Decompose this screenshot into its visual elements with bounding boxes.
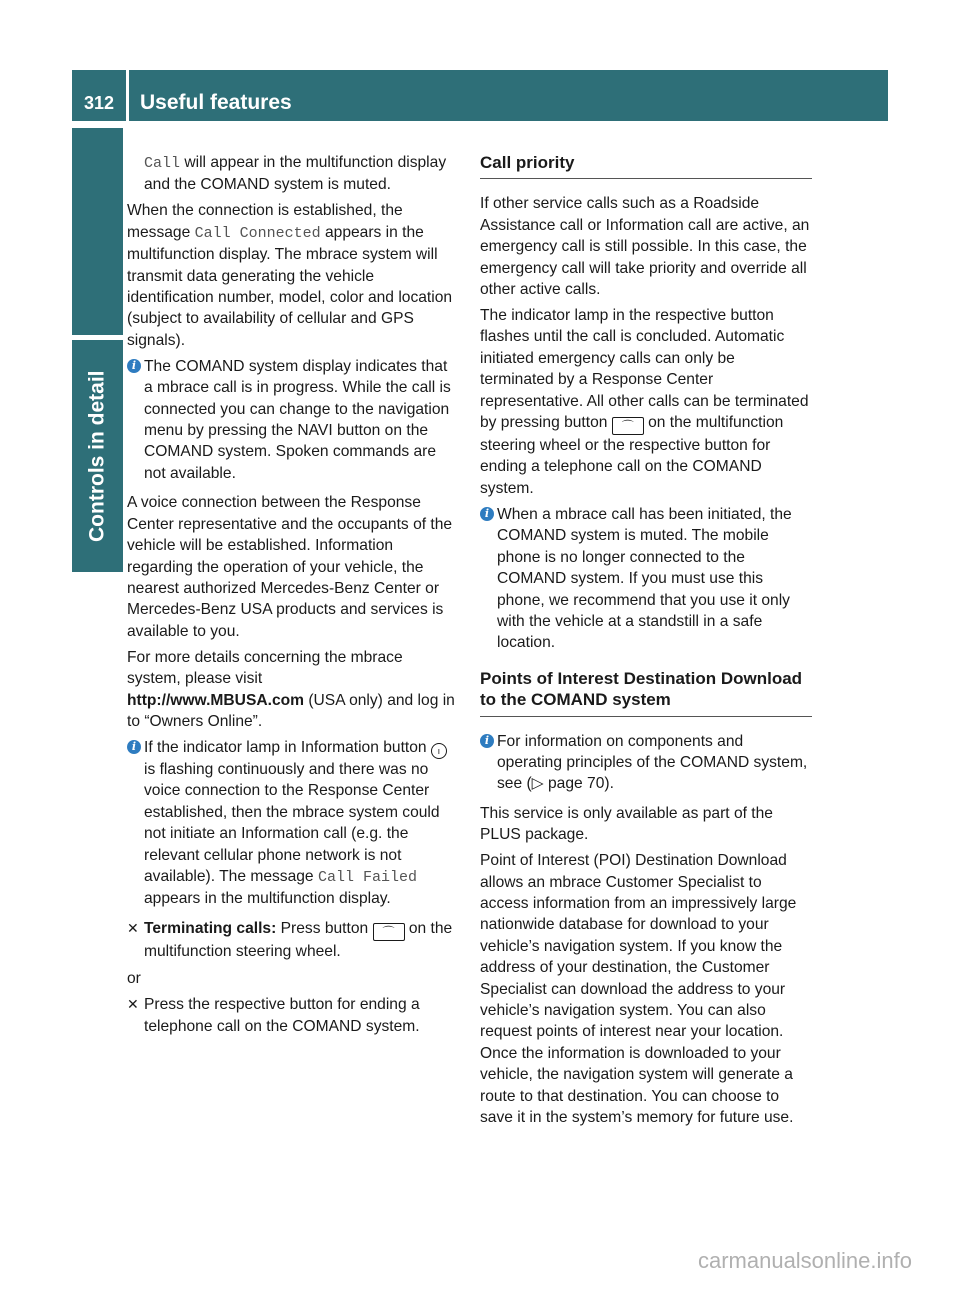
- text: When a mbrace call has been initiated, the COMAND system is muted. The mobile phone is no longer connected to the COMAND system. If you must use this phone, we recommend that you use it only with the vehicle at a standstill in a safe location.: [497, 505, 792, 652]
- step-x-icon: ✕: [127, 919, 139, 936]
- side-tab-block: [72, 128, 123, 335]
- text: Press the respective button for ending a telephone call on the COMAND system.: [144, 996, 420, 1035]
- paragraph: A voice connection between the Response Center representative and the occupants of the vehicle will be established. Information regarding the operation of your vehicle, the nearest authorized Mercedes-Benz Center or Mercedes-Benz USA products and services is available to you.: [127, 494, 453, 640]
- paragraph: If other service calls such as a Roadside Assistance call or Information call are active, an emergency call is still possible. In this case, the emergency call will take priority and override all other active calls.: [480, 195, 810, 299]
- step-x-icon: ✕: [127, 996, 139, 1013]
- step-label: Terminating calls:: [144, 919, 277, 937]
- text: appears in the multifunction display. The mbrace system will transmit data generating the vehicle identification number, model, color and location (subject to availability of cellular and GPS signals).: [127, 223, 453, 349]
- info-note: [127, 737, 460, 910]
- watermark: carmanualsonline.info: [697, 1248, 912, 1273]
- info-icon: i: [480, 507, 494, 521]
- text: appears in the multifunction display.: [144, 890, 391, 908]
- page-number: 312: [83, 93, 115, 113]
- hang-up-button-icon: ⌒: [373, 923, 405, 941]
- information-button-icon: ı: [431, 743, 447, 759]
- step-item: [127, 918, 460, 962]
- left-column: [127, 152, 460, 1043]
- paragraph: [480, 305, 812, 499]
- info-icon: i: [127, 740, 141, 754]
- text: on the multifunction steering wheel.: [144, 919, 453, 960]
- text: Press button: [276, 919, 373, 937]
- right-column: [480, 152, 812, 1133]
- text: When the connection is established, the message: [127, 202, 403, 241]
- paragraph: Point of Interest (POI) Destination Download allows an mbrace Customer Specialist to access information from an impressively large nationwide database for download to your vehicle’s navigation system. If you know the address of your destination, the Customer Specialist can download the address to your vehicle’s navigation system. You can also request points of interest near your location. Once the information is downloaded to your vehicle, the navigation system will generate a route to that destination. You can choose to save it in the system’s memory for future use.: [480, 852, 797, 1127]
- text: The COMAND system display indicates that a mbrace call is in progress. While the call is connected you can change to the navigation menu by pressing the NAVI button on the COMAND system. Spoken commands are not available.: [144, 357, 451, 482]
- text: page 70).: [543, 775, 614, 793]
- hang-up-button-icon: ⌒: [612, 417, 644, 435]
- text: (USA only) and log in to “Owners Online”.: [127, 691, 455, 730]
- info-note: [480, 504, 812, 654]
- paragraph: [127, 200, 460, 351]
- display-message: Call: [144, 155, 181, 172]
- page-reference-arrow-icon: ▷: [531, 775, 544, 793]
- info-icon: i: [480, 734, 494, 748]
- header-divider: [126, 70, 129, 121]
- side-tab-label: Controls in detail: [85, 370, 109, 542]
- info-note: [127, 356, 460, 484]
- display-message: Call Failed: [317, 868, 417, 886]
- paragraph: [127, 152, 460, 196]
- text: is flashing continuously and there was no voice connection to the Response Center established, then the mbrace system could not initiate an Information call (e.g. the relevant cellular phone network is not available). The message: [144, 760, 440, 885]
- text: For information on components and operating principles of the COMAND system, see (: [497, 732, 808, 793]
- page-title: Useful features: [140, 91, 292, 114]
- paragraph: [127, 647, 460, 733]
- url-link[interactable]: http://www.MBUSA.com: [127, 691, 305, 709]
- info-icon: i: [127, 359, 141, 373]
- text: on the multifunction steering wheel or the respective button for ending a telephone call on the COMAND system.: [480, 414, 784, 497]
- section-title-poi-download: Points of Interest Destination Download to the COMAND system: [480, 668, 812, 717]
- text: If the indicator lamp in Information button: [144, 738, 431, 756]
- text: will appear in the multifunction display and the COMAND system is muted.: [144, 154, 447, 194]
- paragraph: This service is only available as part of the PLUS package.: [480, 804, 773, 844]
- section-title-call-priority: Call priority: [480, 152, 812, 179]
- info-note: [480, 731, 812, 795]
- text: For more details concerning the mbrace system, please visit: [127, 648, 403, 688]
- or-text: or: [127, 970, 141, 988]
- step-item: [127, 994, 460, 1037]
- display-message: Call Connected: [194, 224, 321, 242]
- text: The indicator lamp in the respective button flashes until the call is concluded. Automatic initiated emergency calls can only be terminated by a Response Center representative. All other calls can be terminated by pressing button: [480, 307, 809, 432]
